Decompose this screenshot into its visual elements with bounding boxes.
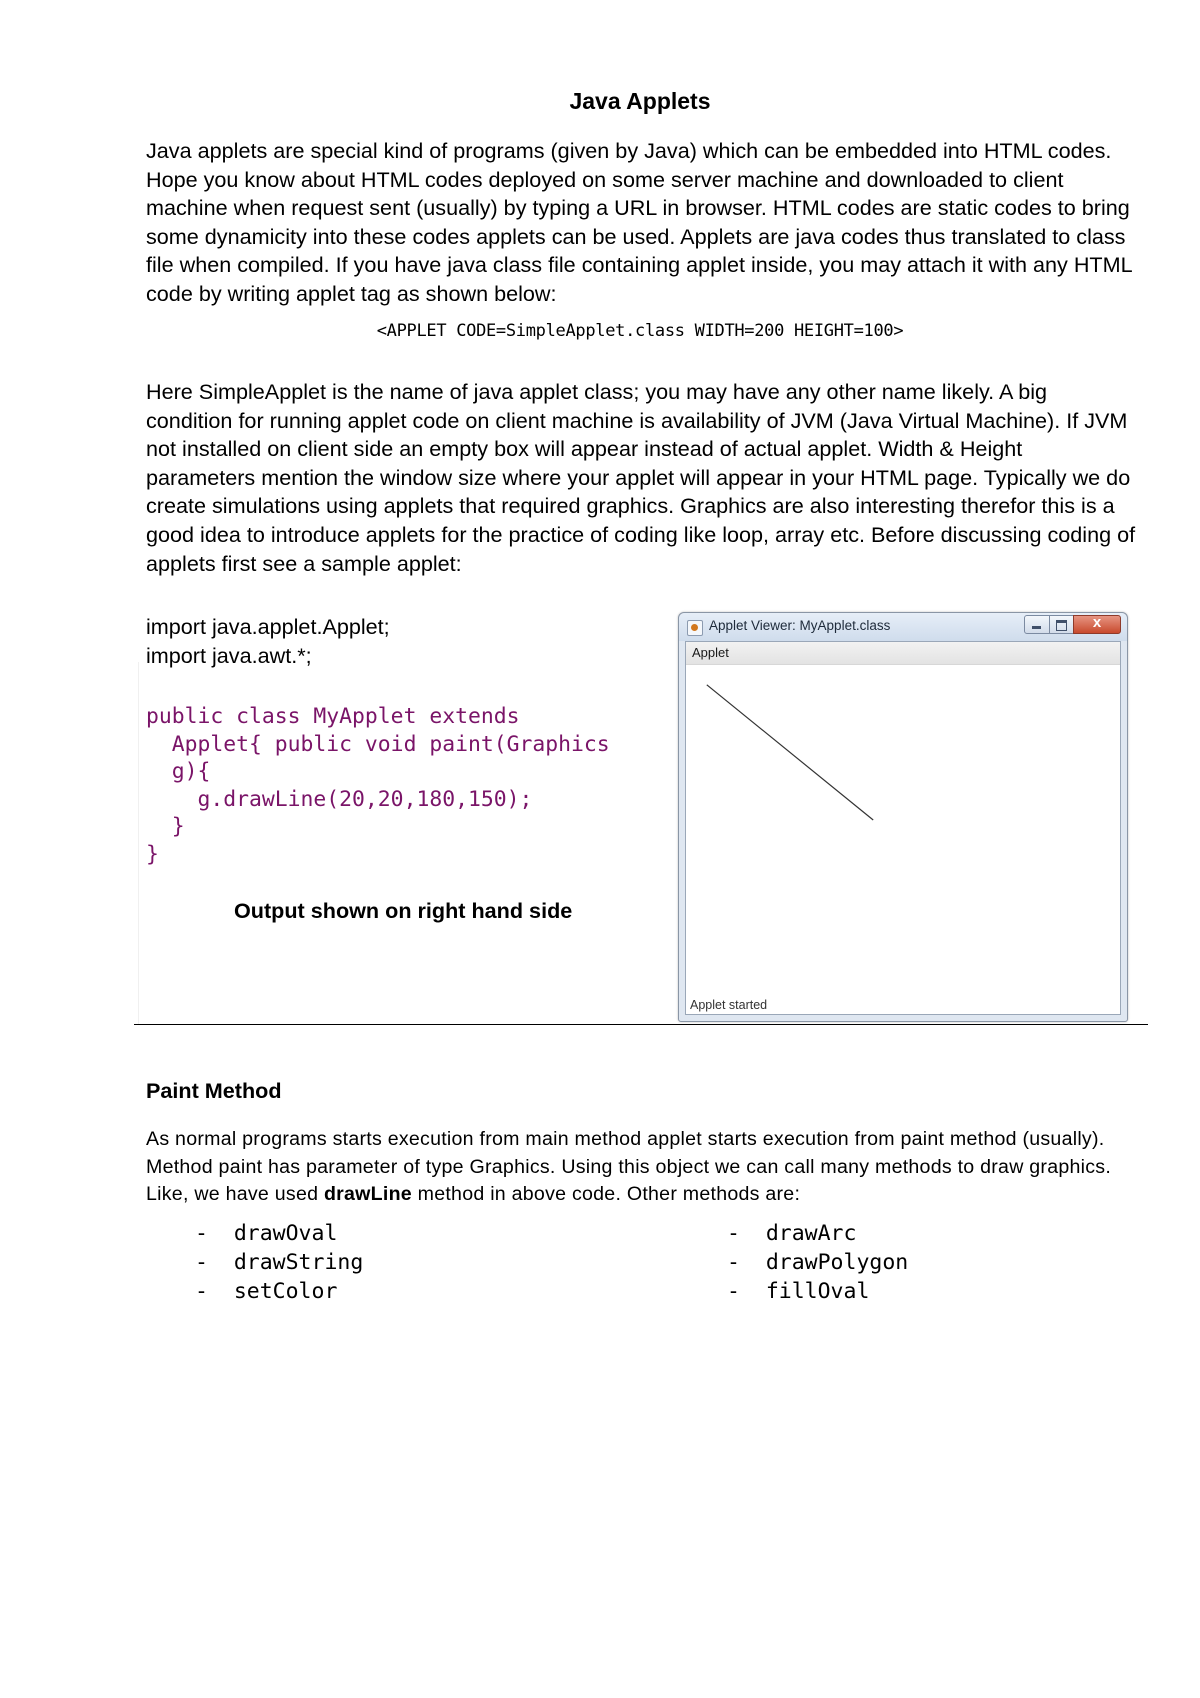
method-item: - fillOval: [727, 1279, 870, 1304]
methods-list-left: [195, 1219, 363, 1306]
code-block: [146, 703, 610, 868]
method-item: - drawArc: [727, 1221, 857, 1246]
output-caption: Output shown on right hand side: [234, 898, 573, 923]
code-line: public class MyApplet extends: [146, 704, 520, 729]
maximize-button[interactable]: [1049, 615, 1074, 634]
intro-paragraph: Java applets are special kind of programs (given by Java) which can be embedded into HTML codes. Hope you know about HTML codes deployed on some server machine and downloaded to client machine when request sent (usually) by typing a URL in browser. HTML codes are static codes to bring some dynamicity into these codes applets can be used. Applets are java codes thus translated to class file when compiled. If you have java class file containing applet inside, you may attach it with any HTML code by writing applet tag as shown below:: [146, 138, 1132, 306]
close-icon: x: [1092, 614, 1102, 631]
method-item: - setColor: [195, 1279, 338, 1304]
methods-list-right: [727, 1219, 908, 1306]
window-title: Applet Viewer: MyApplet.class: [709, 618, 891, 633]
section-heading: Paint Method: [146, 1078, 282, 1103]
close-button[interactable]: [1073, 615, 1121, 634]
explanation-paragraph: Here SimpleApplet is the name of java applet class; you may have any other name likely. A big condition for running applet code on client machine is availability of JVM (Java Virtual Machine). If JVM not installed on client side an empty box will appear instead of actual applet. Width & Height parameters mention the window size where your applet will appear in your HTML page. Typically we do create simulations using applets that required graphics. Graphics are also interesting therefor this is a good idea to introduce applets for the practice of coding like loop, array etc. Before discussing coding of applets first see a sample applet:: [146, 379, 1136, 576]
paint-paragraph: [146, 1126, 1146, 1209]
paint-text-bold: drawLine: [323, 1183, 412, 1206]
method-item: - drawOval: [195, 1221, 338, 1246]
window-client-area: [685, 641, 1121, 1015]
applet-viewer-window: [678, 612, 1128, 1022]
paint-text-end: method in above code. Other methods are:: [411, 1183, 801, 1206]
window-menubar: [686, 642, 1120, 665]
applet-status: Applet started: [690, 998, 768, 1012]
page-title: Java Applets: [569, 88, 711, 114]
menu-applet[interactable]: Applet: [692, 645, 729, 660]
applet-tag-example: <APPLET CODE=SimpleApplet.class WIDTH=200 HEIGHT=100>: [376, 321, 904, 341]
java-app-icon: [687, 620, 703, 636]
window-controls: [1025, 615, 1121, 633]
import-line-applet: import java.applet.Applet;: [146, 614, 390, 639]
import-line-awt: import java.awt.*;: [146, 643, 312, 668]
paint-text-start: As normal programs starts execution from main method applet starts execution from paint method (usually). Method paint has parameter of type Graphics. Using this object we can call many methods to draw graphics. Like, we have used: [146, 1128, 1112, 1206]
code-line: Applet{ public void paint(Graphics: [146, 731, 610, 757]
method-item: - drawString: [195, 1250, 364, 1275]
import-block: [146, 612, 390, 670]
applet-canvas: [686, 664, 1120, 994]
sample-border: [138, 662, 139, 1024]
minimize-button[interactable]: [1024, 615, 1050, 634]
window-titlebar[interactable]: [679, 613, 1127, 641]
method-item: - drawPolygon: [727, 1250, 909, 1275]
code-line: }: [146, 841, 159, 867]
code-line: g.drawLine(20,20,180,150);: [146, 786, 533, 812]
code-line: }: [146, 814, 185, 839]
section-divider: [134, 1024, 1148, 1025]
drawn-line: [707, 685, 873, 820]
code-line: g){: [146, 759, 211, 784]
